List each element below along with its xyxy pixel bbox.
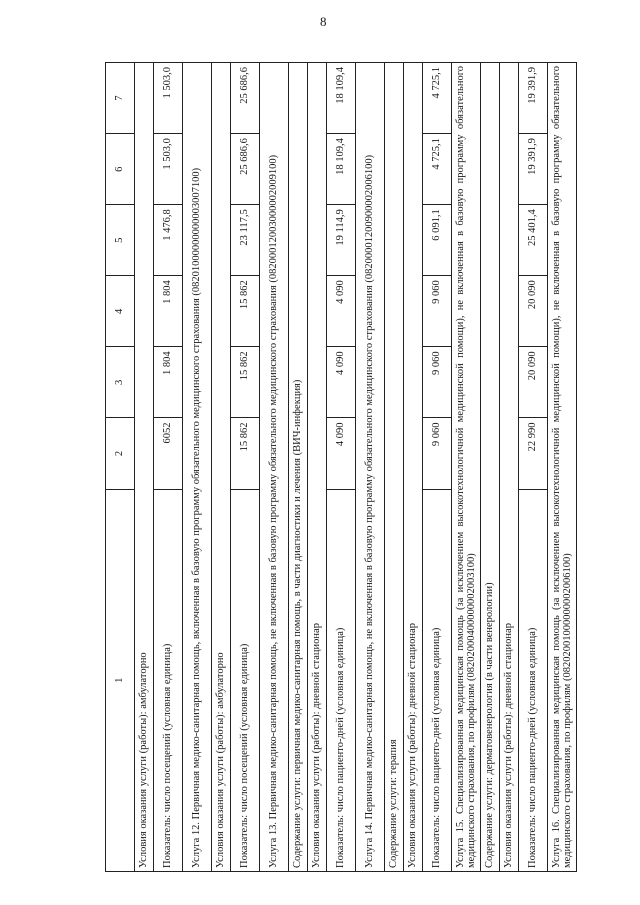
indicators-table [105,62,577,872]
indicator-value: 1 804 [154,276,183,347]
indicator-value: 4 090 [327,418,356,489]
indicator-label: Показатель: число посещений (условная единица) [231,489,260,871]
indicator-value: 22 990 [519,418,548,489]
section-row [183,63,212,872]
indicator-value: 6052 [154,418,183,489]
indicator-value: 25 401,4 [519,205,548,276]
section-row [308,63,327,872]
indicator-value: 4 090 [327,347,356,418]
section-text: Услуга 16. Специализированная медицинская помощь (за исключением высокотехнологичной медицинской помощи), не включенная в базовую программу обязательного медицинского страхования, по профилям (08202001000000002006100) [548,63,577,872]
header-cell: 7 [106,63,135,134]
header-cell: 6 [106,134,135,205]
indicator-label: Показатель: число пациенто-дней (условная единица) [519,489,548,871]
indicator-value: 9 060 [423,347,452,418]
indicator-value: 15 862 [231,418,260,489]
section-text: Условия оказания услуги (работы): дневной стационар [500,63,519,872]
indicator-row [423,63,452,872]
indicator-value: 15 862 [231,276,260,347]
section-text: Условия оказания услуги (работы): дневной стационар [404,63,423,872]
indicator-value: 9 060 [423,418,452,489]
indicator-value: 20 090 [519,276,548,347]
section-row [481,63,500,872]
indicator-value: 15 862 [231,347,260,418]
section-row [548,63,577,872]
indicator-value: 6 091,1 [423,205,452,276]
section-row [404,63,423,872]
indicator-label: Показатель: число посещений (условная единица) [154,489,183,871]
table-header-row [106,63,135,872]
section-text: Содержание услуги: терапия [385,63,404,872]
indicator-label: Показатель: число пациенто-дней (условная единица) [327,489,356,871]
indicator-value: 23 117,5 [231,205,260,276]
indicator-value: 20 090 [519,347,548,418]
section-row [212,63,231,872]
indicator-value: 19 391,9 [519,63,548,134]
indicator-row [519,63,548,872]
section-row [135,63,154,872]
indicator-value: 4 090 [327,276,356,347]
section-row [356,63,385,872]
indicator-label: Показатель: число пациенто-дней (условная единица) [423,489,452,871]
indicator-value: 9 060 [423,276,452,347]
indicator-value: 1 503,0 [154,134,183,205]
indicator-value: 1 804 [154,347,183,418]
indicator-value: 19 391,9 [519,134,548,205]
section-text: Услуга 12. Первичная медико-санитарная помощь, включенная в базовую программу обязательного медицинского страхования (08201000000000003007100) [183,63,212,872]
indicator-value: 18 109,4 [327,134,356,205]
indicator-row [154,63,183,872]
page-number: 8 [320,14,327,29]
section-row [385,63,404,872]
table-body [106,63,577,872]
section-row [260,63,289,872]
section-text: Услуга 14. Первичная медико-санитарная помощь, не включенная в базовую программу обязательного медицинского страхования (08200001200900002006100) [356,63,385,872]
header-cell: 2 [106,418,135,489]
header-cell: 4 [106,276,135,347]
section-row [289,63,308,872]
indicator-value: 4 725,1 [423,63,452,134]
section-row [500,63,519,872]
indicator-row [327,63,356,872]
section-text: Содержание услуги: первичная медико-санитарная помощь, в части диагностики и лечения (ВИЧ-инфекция) [289,63,308,872]
header-cell: 5 [106,205,135,276]
indicator-value: 25 686,6 [231,134,260,205]
section-text: Условия оказания услуги (работы): амбулаторно [212,63,231,872]
section-text: Условия оказания услуги (работы): амбулаторно [135,63,154,872]
indicator-value: 1 503,0 [154,63,183,134]
indicator-value: 4 725,1 [423,134,452,205]
indicator-row [231,63,260,872]
section-row [452,63,481,872]
section-text: Услуга 15. Специализированная медицинская помощь (за исключением высокотехнологичной медицинской помощи), не включенная в базовую программу обязательного медицинского страхования, по профилям (08202000400000002003100) [452,63,481,872]
indicator-value: 18 109,4 [327,63,356,134]
header-cell: 3 [106,347,135,418]
indicator-value: 25 686,6 [231,63,260,134]
indicator-value: 19 114,9 [327,205,356,276]
indicator-value: 1 476,8 [154,205,183,276]
rotated-table-container [105,62,580,872]
section-text: Услуга 13. Первичная медико-санитарная помощь, не включенная в базовую программу обязательного медицинского страхования (08200012003000002009100) [260,63,289,872]
header-cell: 1 [106,489,135,871]
section-text: Условия оказания услуги (работы): дневной стационар [308,63,327,872]
section-text: Содержание услуги: дерматовенерология (в части венерологии) [481,63,500,872]
